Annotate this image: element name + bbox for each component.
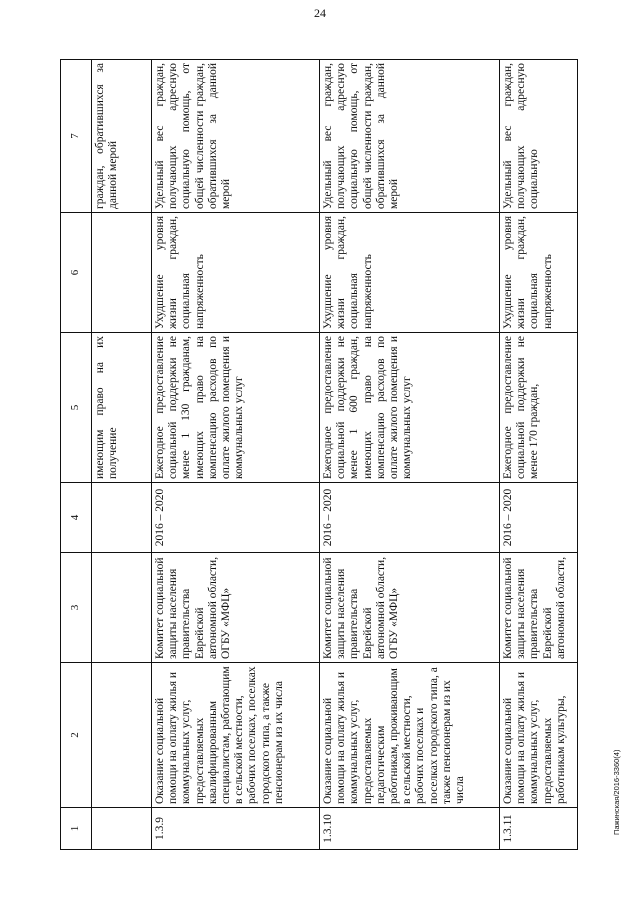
column-header: 4 bbox=[61, 483, 92, 553]
period-cell: 2016 – 2020 bbox=[500, 483, 578, 553]
column-header: 2 bbox=[61, 663, 92, 808]
carryover-indicator: граждан, обратившихся за данной мерой bbox=[92, 60, 152, 213]
row-number: 1.3.9 bbox=[152, 808, 320, 850]
risk-cell: Ухудшение уровня жизни граждан, социальная напряженность bbox=[500, 213, 578, 333]
column-header: 3 bbox=[61, 553, 92, 663]
table-row bbox=[500, 60, 578, 850]
page-number: 24 bbox=[314, 6, 326, 20]
carryover-row bbox=[92, 60, 152, 850]
measure-cell: Оказание социальной помощи на оплату жилья и коммунальных услуг, предоставляемых педагогическим работникам, проживающим в сельской местности, рабочих поселках и поселках городского типа, а также пенсионерам из их числа bbox=[320, 663, 500, 808]
period-cell: 2016 – 2020 bbox=[320, 483, 500, 553]
indicator-cell: Удельный вес граждан, получающих адресную социальную bbox=[500, 60, 578, 213]
rotated-table-sheet bbox=[60, 60, 600, 850]
executor-cell: Комитет социальной защиты населения правительства Еврейской автономной области, ОГБУ «МФЦ» bbox=[320, 553, 500, 663]
risk-cell: Ухудшение уровня жизни граждан, социальная напряженность bbox=[152, 213, 320, 333]
header-row bbox=[61, 60, 92, 850]
table-row bbox=[320, 60, 500, 850]
measures-table bbox=[60, 59, 578, 850]
result-cell: Ежегодное предоставление социальной поддержки не менее 170 граждан, bbox=[500, 333, 578, 483]
carryover-result: имеющим право на их получение bbox=[92, 333, 152, 483]
executor-cell: Комитет социальной защиты населения правительства Еврейской автономной области, ОГБУ «МФЦ» bbox=[152, 553, 320, 663]
executor-cell: Комитет социальной защиты населения правительства Еврейской автономной области, bbox=[500, 553, 578, 663]
column-header: 1 bbox=[61, 808, 92, 850]
table-row bbox=[152, 60, 320, 850]
measure-cell: Оказание социальной помощи на оплату жилья и коммунальных услуг, предоставляемых квалифицированным специалистам, работающим в сельской местности, рабочих поселках, поселках городского типа, а также пенсионерам из их числа bbox=[152, 663, 320, 808]
column-header: 7 bbox=[61, 60, 92, 213]
measure-cell: Оказание социальной помощи на оплату жилья и коммунальных услуг, предоставляемых работникам культуры, bbox=[500, 663, 578, 808]
column-header: 5 bbox=[61, 333, 92, 483]
column-header: 6 bbox=[61, 213, 92, 333]
result-cell: Ежегодное предоставление социальной поддержки не менее 1 130 гражданам, имеющих право на компенсацию расходов по оплате жилого помещения и коммунальных услуг bbox=[152, 333, 320, 483]
indicator-cell: Удельный вес граждан, получающих адресную социальную помощь, от общей численности граждан, обратившихся за данной мерой bbox=[152, 60, 320, 213]
period-cell: 2016 – 2020 bbox=[152, 483, 320, 553]
result-cell: Ежегодное предоставление социальной поддержки не менее 1 600 граждан, имеющих право на компенсацию расходов по оплате жилого помещения и коммунальных услуг bbox=[320, 333, 500, 483]
indicator-cell: Удельный вес граждан, получающих адресную социальную помощь, от общей численности граждан, обратившихся за данной мерой bbox=[320, 60, 500, 213]
risk-cell: Ухудшение уровня жизни граждан, социальная напряженность bbox=[320, 213, 500, 333]
row-number: 1.3.11 bbox=[500, 808, 578, 850]
row-number: 1.3.10 bbox=[320, 808, 500, 850]
document-code: Пажинская/2016-3360(4) bbox=[612, 749, 621, 835]
